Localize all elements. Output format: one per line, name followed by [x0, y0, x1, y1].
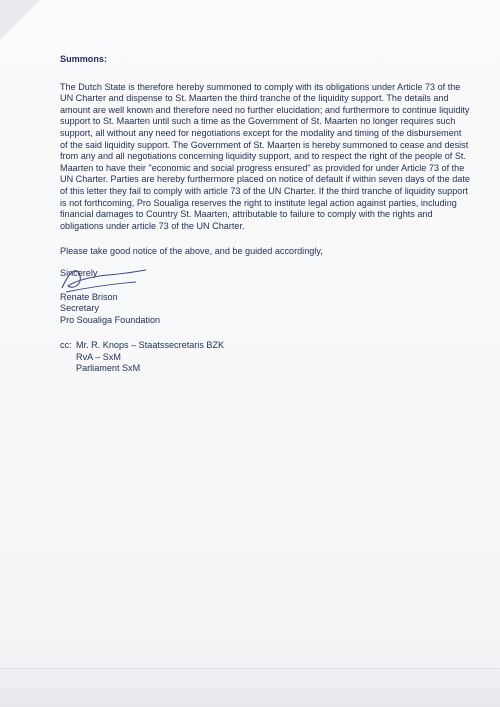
page-corner-fold: [0, 0, 40, 40]
signatory-organization: Pro Soualiga Foundation: [60, 314, 161, 325]
sign-off: Sincerely: [60, 267, 98, 278]
signatory-name: Renate Brison: [60, 291, 118, 302]
letter-content: [60, 54, 470, 375]
summons-body-paragraph: The Dutch State is therefore hereby summoned to comply with its obligations under Article 73 of the UN Charter and dispense to St. Maarten the third tranche of the liquidity support. The details and amount are well known and therefore need no further elucidation; and furthermore to continue liquidity support to St. Maarten until such a time as the Government of St. Maarten no longer requires such support, all without any need for negotiations except for the modality and timing of the disbursement of the said liquidity support. The Government of St. Maarten is hereby summoned to cease and desist from any and all negotiations concerning liquidity support, and to respect the right of the people of St. Maarten to have their "economic and social progress ensured" as provided for under Article 73 of the UN Charter. Parties are hereby furthermore placed on notice of default if within seven days of the date of this letter they fail to comply with article 73 of the UN Charter. If the third tranche of liquidity support is not forthcoming, Pro Soualiga reserves the right to institute legal action against parties, including financial damages to Country St. Maarten, attributable to failure to comply with the rights and obligations under article 73 of the UN Charter.: [60, 81, 470, 231]
handwritten-signature-icon: [56, 262, 152, 296]
page-bottom-shadow: [0, 668, 500, 707]
cc-block: [60, 340, 470, 375]
cc-recipient: RvA – SxM: [76, 351, 121, 362]
signatory-title: Secretary: [60, 303, 99, 314]
signature-block: [60, 268, 470, 326]
cc-label: cc:: [60, 340, 72, 351]
summons-heading: Summons:: [60, 54, 107, 64]
cc-recipient: Mr. R. Knops – Staatssecretaris BZK: [76, 340, 225, 351]
cc-recipient-list: [76, 340, 224, 375]
cc-recipient: Parliament SxM: [76, 363, 141, 374]
closing-line: Please take good notice of the above, and be guided accordingly,: [60, 246, 323, 257]
